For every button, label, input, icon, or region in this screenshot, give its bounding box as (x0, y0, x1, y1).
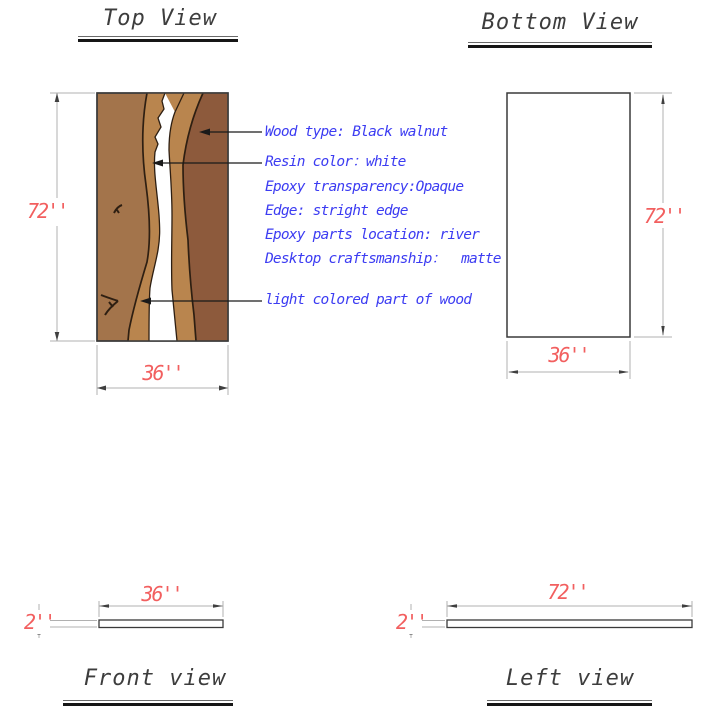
front-view-width-dim: 36'' (141, 582, 182, 606)
dim-arrow-icon (661, 94, 664, 104)
dim-arrow-icon (619, 370, 629, 373)
top-view-height-dim: 72'' (27, 199, 68, 223)
annotation-wood-type: Wood type: Black walnut (265, 124, 448, 140)
bottom-view-title: Bottom View (481, 10, 639, 35)
front-view-drawing (35, 601, 223, 638)
annotation-epoxy-transparency: Epoxy transparency:Opaque (265, 179, 464, 195)
dim-arrow-icon (213, 604, 223, 607)
front-view-board (99, 620, 223, 628)
top-view-drawing (50, 93, 262, 395)
annotation-edge: Edge: stright edge (265, 203, 408, 219)
left-view-title: Left view (505, 666, 635, 691)
front-view-underline (63, 700, 233, 706)
annotation-resin-color: Resin color：white (265, 154, 406, 170)
annotation-epoxy-location: Epoxy parts location: river (265, 227, 480, 243)
dim-arrow-icon (55, 93, 60, 102)
top-view-title: Top View (103, 6, 217, 31)
bottom-view-height-dim: 72'' (643, 204, 685, 228)
front-view-thickness-dim: 2'' (24, 610, 55, 634)
dim-arrow-icon (682, 604, 692, 607)
dim-arrow-icon (99, 604, 109, 607)
front-view-title: Front view (83, 666, 227, 691)
left-view-board (447, 620, 692, 628)
bottom-view-board (507, 93, 630, 337)
top-view-underline (78, 36, 238, 42)
annotation-light-wood: light colored part of wood (265, 292, 472, 308)
bottom-view-underline (468, 42, 652, 48)
annotation-craftsmanship: Desktop craftsmanship： matte (265, 251, 501, 267)
left-view-thickness-dim: 2'' (396, 610, 427, 634)
bottom-view-width-dim: 36'' (548, 343, 589, 367)
dim-arrow-icon (661, 326, 664, 336)
left-view-drawing (408, 601, 692, 638)
dim-arrow-icon (219, 386, 228, 391)
dim-arrow-icon (508, 370, 518, 373)
left-view-underline (487, 700, 652, 706)
left-view-length-dim: 72'' (547, 580, 588, 604)
bottom-view-drawing (507, 93, 672, 379)
dim-arrow-icon (55, 332, 60, 341)
dim-arrow-icon (97, 386, 106, 391)
top-view-width-dim: 36'' (142, 361, 183, 385)
dim-arrow-icon (447, 604, 457, 607)
